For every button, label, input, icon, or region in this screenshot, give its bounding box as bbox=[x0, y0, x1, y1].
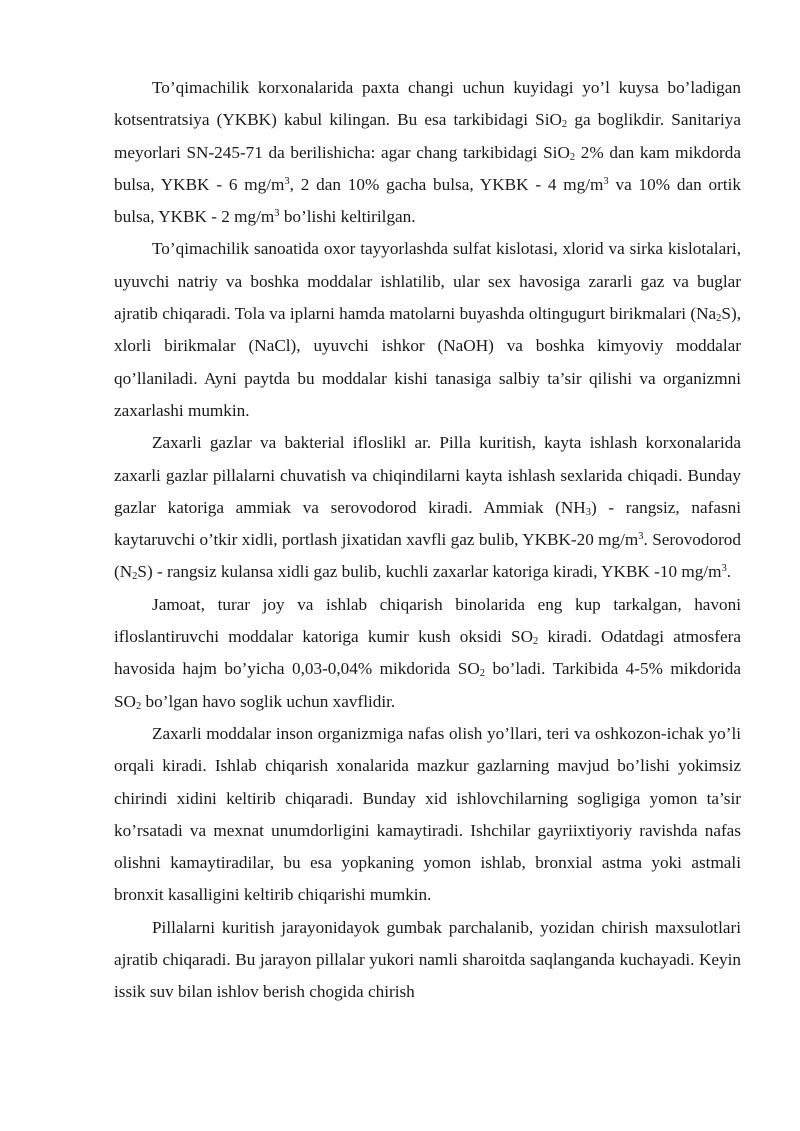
superscript-text: 3 bbox=[638, 531, 644, 543]
paragraph-text: Jamoat, turar joy va ishlab chiqarish binolarida eng kup tarkalgan, havoni ifloslantiruvchi moddalar katoriga kumir kush oksidi SO bbox=[114, 594, 741, 647]
paragraph-text: Zaxarli moddalar inson organizmiga nafas olish yo’llari, teri va oshkozon-ichak yo’li orqali kiradi. Ishlab chiqarish xonalarida mazkur gazlarning mavjud bo’lishi yokimsiz chirindi xidini keltirib chiqaradi. Bunday xid ishlovchilarning sogligiga yomon ta’sir ko’rsatadi va mexnat unumdorligini kamaytiradi. Ishchilar gayriixtiyoriy ravishda nafas olishni kamaytiradilar, bu esa yopkaning yomon ishlab, bronxial astma yoki astmali bronxit kasalligini keltirib chiqarishi mumkin. bbox=[114, 723, 741, 905]
superscript-text: 3 bbox=[274, 208, 280, 220]
paragraph bbox=[114, 427, 741, 588]
paragraph-text: ga boglikdir. Sanitariya meyorlari SN-245-71 da berilishicha: agar chang tarkibidagi SiO bbox=[114, 110, 741, 162]
paragraph-text: Pillalarni kuritish jarayonidayok gumbak parchalanib, yozidan chirish maxsulotlari ajratib chiqaradi. Bu jarayon pillalar yukori namli sharoitda saqlanganda kuchayadi. Keyin issik suv bilan ishlov berish chogida chirish bbox=[114, 917, 741, 1002]
paragraph bbox=[114, 718, 741, 912]
subscript-text: 3 bbox=[585, 506, 591, 518]
paragraph bbox=[114, 233, 741, 427]
paragraph-text: ) - rangsiz, nafasni kaytaruvchi o’tkir xidli, portlash jixatidan xavfli gaz bulib, YKBK-20 mg/m bbox=[114, 497, 742, 550]
superscript-text: 3 bbox=[721, 563, 727, 575]
paragraph-text: S) - rangsiz kulansa xidli gaz bulib, kuchli zaxarlar katoriga kiradi, YKBK -10 mg/m bbox=[137, 562, 722, 582]
paragraph-text: va 10% dan ortik bulsa, YKBK - 2 mg/m bbox=[114, 174, 741, 227]
paragraph-text: bo’lgan havo soglik uchun xavflidir. bbox=[141, 691, 396, 711]
subscript-text: 2 bbox=[479, 668, 485, 680]
subscript-text: 2 bbox=[569, 151, 576, 163]
paragraph-text: . Serovodorod (N bbox=[114, 530, 741, 582]
paragraph bbox=[114, 589, 741, 718]
paragraph-text: To’qimachilik sanoatida oxor tayyorlashda sulfat kislotasi, xlorid va sirka kislotalari, uyuvchi natriy va boshka moddalar ishlatilib, ular sex havosiga zararli gaz va buglar ajratib chiqaradi. Tola va iplarni hamda matolarni buyashda oltingugurt birikmalari (Na bbox=[114, 239, 741, 324]
subscript-text: 2 bbox=[532, 636, 539, 648]
paragraph-text: . bbox=[726, 562, 732, 582]
document-body bbox=[114, 72, 741, 1009]
subscript-text: 2 bbox=[716, 313, 722, 325]
paragraph-text: 2% dan kam mikdorda bulsa, YKBK - 6 mg/m bbox=[114, 142, 741, 194]
paragraph-text: kiradi. Odatdagi atmosfera havosida hajm bo’yicha 0,03-0,04% mikdorida SO bbox=[114, 627, 741, 679]
superscript-text: 3 bbox=[284, 175, 290, 187]
subscript-text: 2 bbox=[135, 700, 142, 712]
paragraph-text: bo’lishi keltirilgan. bbox=[279, 207, 416, 227]
paragraph-text: To’qimachilik korxonalarida paxta changi uchun kuyidagi yo’l kuysa bo’ladigan kotsentratsiya (YKBK) kabul kilingan. Bu esa tarkibidagi SiO bbox=[114, 78, 741, 130]
subscript-text: 2 bbox=[561, 119, 568, 131]
paragraph-text: , 2 dan 10% gacha bulsa, YKBK - 4 mg/m bbox=[289, 174, 604, 194]
paragraph bbox=[114, 912, 741, 1009]
paragraph-text: bo’ladi. Tarkibida 4-5% mikdorida SO bbox=[114, 659, 741, 711]
paragraph-text: S), xlorli birikmalar (NaCl), uyuvchi ishkor (NaOH) va boshka kimyoviy moddalar qo’llaniladi. Ayni paytda bu moddalar kishi tanasiga salbiy ta’sir qilishi va organizmni zaxarlashi mumkin. bbox=[114, 304, 741, 420]
subscript-text: 2 bbox=[132, 571, 138, 583]
paragraph bbox=[114, 72, 741, 233]
paragraph-text: Zaxarli gazlar va bakterial ifloslikl ar. Pilla kuritish, kayta ishlash korxonalarida zaxarli gazlar pillalarni chuvatish va chiqindilarni kayta ishlash sexlarida chiqadi. Bunday gazlar katoriga ammiak va serovodorod kiradi. Ammiak (NH bbox=[114, 433, 741, 517]
superscript-text: 3 bbox=[603, 175, 609, 187]
